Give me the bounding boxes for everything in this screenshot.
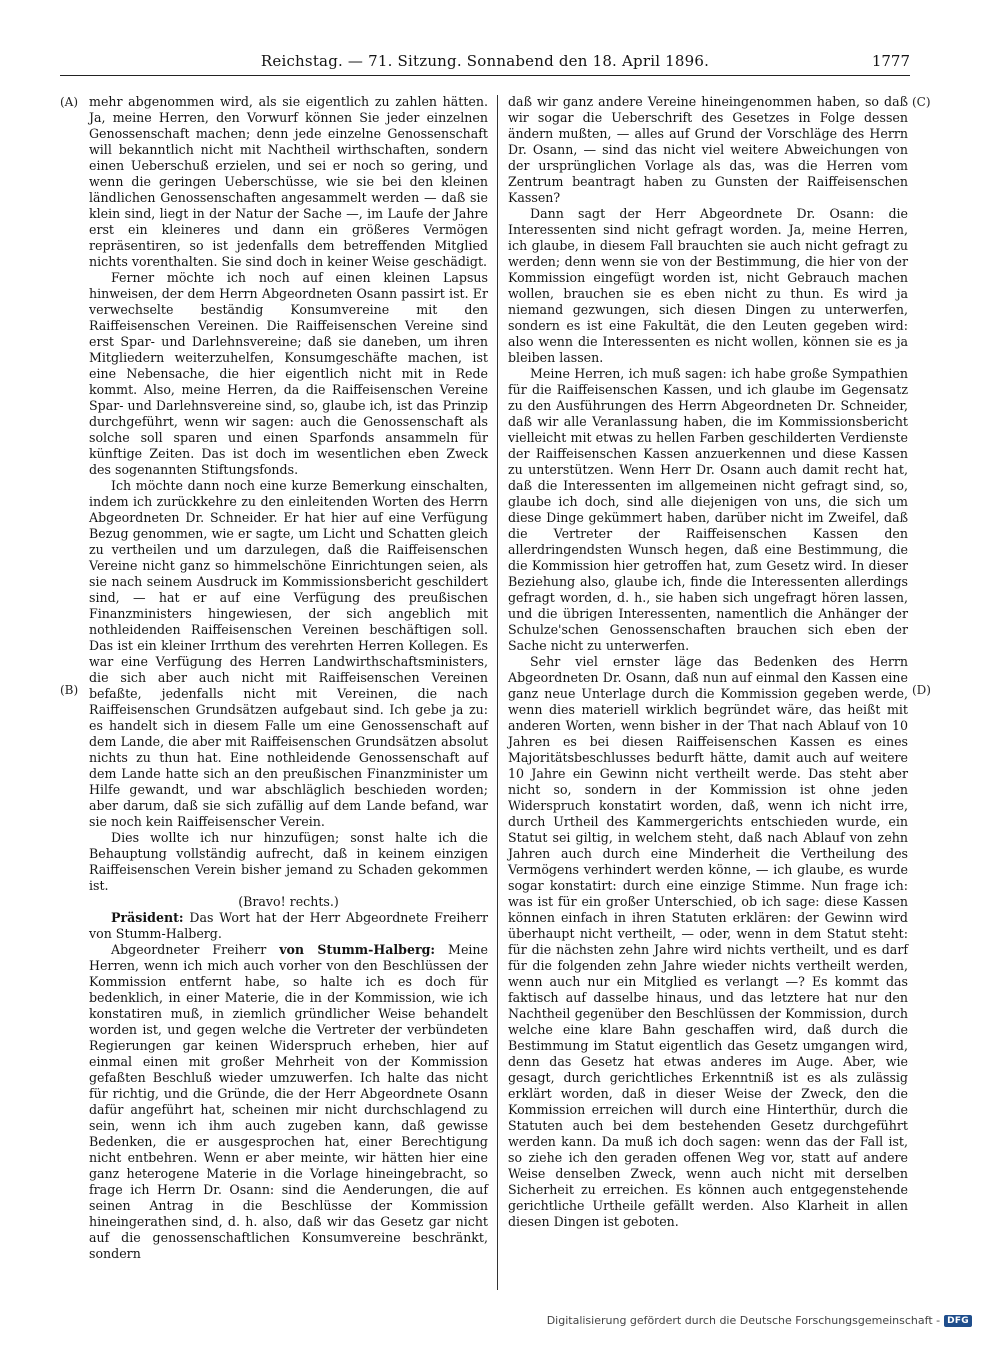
page-number: 1777: [871, 52, 910, 70]
paragraph: Ferner möchte ich noch auf einen kleinen Lapsus hinweisen, der dem Herrn Abgeordneten Osann passirt ist. Er verwechselte beständig Konsumvereine mit den Raiffeisenschen Vereinen. Die Raiffeisenschen Vereine sind erst Spar- und Darlehnsvereine; daß sie daneben, um ihren Mitgliedern weiterzuhelfen, Konsumgeschäfte machen, ist eine Nebensache, die hier eigentlich nicht mit in Rede kommt. Also, meine Herren, da die Raiffeisenschen Vereine Spar- und Darlehnsvereine sind, so, glaube ich, ist das Prinzip durchgeführt, wenn wir sagen: auch die Genossenschaft als solche soll sparen und einen Sparfonds ansammeln für künftige Zeiten. Das ist doch im wesentlichen eben Zweck des sogenannten Stiftungsfonds.: [89, 270, 488, 477]
paragraph: Sehr viel ernster läge das Bedenken des Herrn Abgeordneten Dr. Osann, daß nun auf einmal den Kassen eine ganz neue Unterlage durch die Kommission gegeben werde, wenn dies materiell wirklich begründet wäre, das heißt mit anderen Worten, wenn bisher in der That nach Ablauf von 10 Jahren es bei diesen Raiffeisenschen Kassen es eines Majoritätsbeschlusses bedurft hätte, damit auch auf weitere 10 Jahre ein Gewinn nicht vertheilt werde. Das steht aber nicht so, sondern in der Kommission ist ohne jeden Widerspruch konstatirt worden, daß, wenn ich nicht irre, durch Urtheil des Kammergerichts entschieden wurde, ein Statut sei giltig, in welchem steht, daß nach Ablauf von zehn Jahren auch durch eine Minderheit die Vertheilung des Vermögens verhindert werden könne, — ich glaube, es wurde sogar konstatirt: durch eine einzige Stimme. Nun frage ich: was ist für ein großer Unterschied, ob ich sage: diese Kassen können einfach in ihren Statuten erklären: der Gewinn wird überhaupt nicht vertheilt, — oder, wenn in dem Statut steht: für die nächsten zehn Jahre wird nichts vertheilt, und es darf für die folgenden zehn Jahre wieder nichts vertheilt werden, wenn auch nur ein Mitglied es verlangt —? Es kommt das faktisch auf dasselbe hinaus, und das letztere hat nur den Nachtheil gegenüber den Beschlüssen der Kommission, durch welche eine klare Bahn geschaffen wird, daß durch die Bestimmung im Statut eigentlich das Gesetz umgangen wird, denn das Gesetz hat etwas anderes im Auge. Aber, wie gesagt, durch gerichtliches Erkenntniß ist es als zulässig erklärt worden, daß in dieser Weise der Zweck, den die Kommission erreichen will durch eine Hinterthür, durch die Statuten auch bei dem bestehenden Gesetz durchgeführt werden kann. Da muß ich doch sagen: wenn das der Fall ist, so ziehe ich den geraden offenen Weg vor, statt auf andere Weise denselben Zweck, wenn auch nicht mit derselben Sicherheit zu erreichen. Es können auch entgegenstehende gerichtliche Urtheile gefällt werden. Also Klarheit in allen diesen Dingen ist geboten.: [508, 654, 908, 1229]
margin-mark-b: (B): [60, 683, 79, 697]
header-rule: [60, 75, 910, 76]
president-paragraph: [89, 910, 488, 942]
paragraph: mehr abgenommen wird, als sie eigentlich zu zahlen hätten. Ja, meine Herren, den Vorwurf können Sie jeder einzelnen Genossenschaft machen; denn jede einzelne Genossenschaft will bekanntlich nicht mit Nachtheil wirthschaften, sondern einen Ueberschuß erzielen, und sei er noch so gering, und wenn die geringen Ueberschüsse, wie sie bei den kleinen ländlichen Genossenschaften angesammelt werden — daß sie klein sind, liegt in der Natur der Sache —, im Laufe der Jahre erst ein kleineres und dann ein größeres Vermögen repräsentiren, so ist jedenfalls dem betreffenden Mitglied nichts vorenthalten. Sie sind doch in keiner Weise geschädigt.: [89, 94, 488, 269]
paragraph: daß wir ganz andere Vereine hineingenommen haben, so daß wir sogar die Ueberschrift des Gesetzes in Folge dessen ändern mußten, — alles auf Grund der Vorschläge des Herrn Dr. Osann, — sind das nicht viel weitere Abweichungen von der ursprünglichen Vorlage als das, was die Herren vom Zentrum beantragt haben zu Gunsten der Raiffeisenschen Kassen?: [508, 94, 908, 205]
right-column: [508, 94, 908, 1230]
dfg-logo: DFG: [944, 1315, 972, 1327]
president-text: Das Wort hat der Herr Abgeordnete Freiherr von Stumm-Halberg.: [89, 910, 488, 941]
footer-text: Digitalisierung gefördert durch die Deutsche Forschungsgemeinschaft -: [546, 1314, 941, 1327]
paragraph: Dies wollte ich nur hinzufügen; sonst halte ich die Behauptung vollständig aufrecht, daß in keinem einzigen Raiffeisenschen Verein bisher jemand zu Schaden gekommen ist.: [89, 830, 488, 893]
margin-mark-a: (A): [60, 95, 79, 109]
paragraph: Ich möchte dann noch eine kurze Bemerkung einschalten, indem ich zurückkehre zu den einleitenden Worten des Herrn Abgeordneten Dr. Schneider. Er hat hier auf eine Verfügung Bezug genommen, wie er sagte, um Licht und Schatten gleich zu vertheilen und um darzulegen, daß die Raiffeisenschen Vereine nicht ganz so himmelschöne Einrichtungen seien, als sie nach seinem Ausdruck im Kommissionsbericht geschildert sind, — hat er auf eine Verfügung des preußischen Finanzministers hingewiesen, der sich angeblich mit nothleidenden Raiffeisenschen Vereinen beschäftigen soll. Das ist ein kleiner Irrthum des verehrten Herren Kollegen. Es war eine Verfügung des Herren Landwirthschaftsministers, die sich aber auch nicht mit Raiffeisenschen Vereinen befaßte, jedenfalls nicht mit Vereinen, die nach Raiffeisenschen Grundsätzen aufgebaut sind. Ich gebe ja zu: es handelt sich in diesem Falle um eine Genossenschaft auf dem Lande, die aber mit Raiffeisenschen Grundsätzen absolut nichts zu thun hat. Eine nothleidende Genossenschaft auf dem Lande hatte sich an den preußischen Finanzminister um Hilfe gewandt, und war abschläglich beschieden worden; aber darum, daß sie sich zufällig auf dem Lande befand, war sie noch kein Raiffeisenscher Verein.: [89, 478, 488, 829]
margin-mark-d: (D): [912, 683, 931, 697]
left-column: [89, 94, 488, 1262]
page-header: [60, 52, 910, 74]
footer-credit: [547, 1314, 972, 1327]
paragraph: Meine Herren, ich muß sagen: ich habe große Sympathien für die Raiffeisenschen Kassen, und ich glaube im Gegensatz zu den Ausführungen des Herrn Abgeordneten Dr. Schneider, daß wir alle Veranlassung haben, die im Kommissionsbericht vielleicht mit etwas zu hellen Farben geschilderten Verdienste der Raiffeisenschen Kassen anzuerkennen und diese Kassen zu unterstützen. Wenn Herr Dr. Osann auch damit recht hat, daß die Interessenten im allgemeinen nicht gefragt sind, so, glaube ich doch, sind alle diejenigen von uns, die sich um diese Dinge gekümmert haben, darüber nicht im Zweifel, daß die Vertreter der Raiffeisenschen Kassen den allerdringendsten Wunsch hegen, daß eine Bestimmung, die die Kommission hier getroffen hat, zum Gesetz wird. In dieser Beziehung also, glaube ich, finde die Interessenten allerdings gefragt worden, d. h., sie haben sich ungefragt hören lassen, und die übrigen Interessenten, namentlich die Anhänger der Schulze'schen Genossenschaften brauchen sich eben der Sache nicht zu unterwerfen.: [508, 366, 908, 653]
president-label: Präsident:: [111, 910, 184, 925]
margin-mark-c: (C): [912, 95, 931, 109]
column-divider: [497, 95, 498, 1290]
speaker-prefix: Abgeordneter Freiherr: [111, 942, 267, 957]
paragraph: Dann sagt der Herr Abgeordnete Dr. Osann: die Interessenten sind nicht gefragt worden. Ja, meine Herren, ich glaube, in diesem Fall brauchten sie auch nicht gefragt zu werden; denn wenn sie von der Bestimmung, die hier von der Kommission eingefügt worden ist, nicht Gebrauch machen wollen, brauchen sie es eben nicht zu thun. Es wird ja niemand gezwungen, sich diesen Dingen zu unterwerfen, sondern es ist eine Fakultät, die den Leuten gegeben wird: also wenn die Interessenten es nicht wollen, können sie es ja bleiben lassen.: [508, 206, 908, 365]
speaker-name: von Stumm-Halberg:: [279, 942, 436, 957]
speaker-paragraph: [89, 942, 488, 1262]
running-title: Reichstag. — 71. Sitzung. Sonnabend den 18. April 1896.: [260, 52, 710, 70]
speaker-text: Meine Herren, wenn ich mich auch vorher von den Beschlüssen der Kommission entfernt habe, so halte ich es doch für bedenklich, in einer Materie, die in der Kommission, wie ich konstatiren muß, in ziemlich gründlicher Weise behandelt worden ist, und gegen welche die Vertreter der verbündeten Regierungen gar keinen Widerspruch erheben, hier auf einmal einen mit großer Mehrheit von der Kommission gefaßten Beschluß wieder umzuwerfen. Ich halte das nicht für richtig, und die Gründe, die der Herr Abgeordnete Osann dafür angeführt hat, scheinen mir nicht durchschlagend zu sein, wenn ich ihm auch zugeben kann, daß gewisse Bedenken, die er ausgesprochen hat, einer Berechtigung nicht entbehren. Wenn er aber meinte, wir hätten hier eine ganz heterogene Materie in die Vorlage hineingebracht, so frage ich Herrn Dr. Osann: sind die Aenderungen, die auf seinen Antrag in die Beschlüsse der Kommission hineingerathen sind, d. h. also, daß wir das Gesetz gar nicht auf die genossenschaftlichen Konsumvereine beschränkt, sondern: [89, 942, 488, 1261]
applause-note: (Bravo! rechts.): [238, 894, 339, 909]
